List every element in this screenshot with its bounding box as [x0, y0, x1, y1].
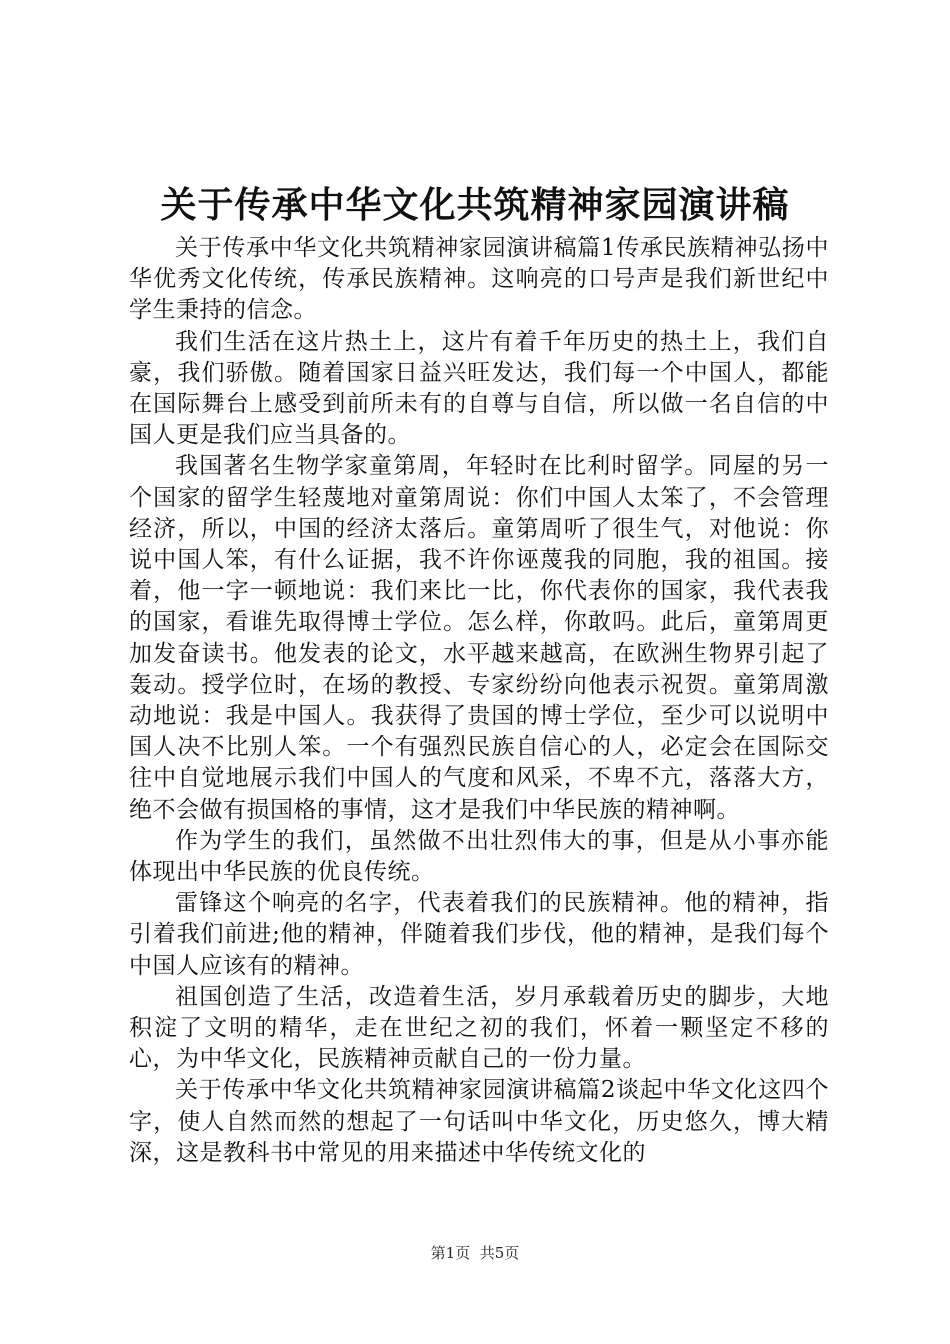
paragraph-2: 我们生活在这片热土上，这片有着千年历史的热土上，我们自豪，我们骄傲。随着国家日益兴旺发达，我们每一个中国人，都能在国际舞台上感受到前所未有的自尊与自信，所以做一名自信的中国人更是我们应当具备的。 [129, 328, 829, 449]
paragraph-7: 关于传承中华文化共筑精神家园演讲稿篇2谈起中华文化这四个字，使人自然而然的想起了一句话叫中华文化，历史悠久，博大精深，这是教科书中常见的用来描述中华传统文化的 [129, 1077, 829, 1166]
paragraph-1: 关于传承中华文化共筑精神家园演讲稿篇1传承民族精神弘扬中华优秀文化传统，传承民族精神。这响亮的口号声是我们新世纪中学生秉持的信念。 [129, 235, 829, 324]
page-title: 关于传承中华文化共筑精神家园演讲稿 [160, 185, 790, 226]
page-footer [0, 1243, 950, 1263]
paragraph-5: 雷锋这个响亮的名字，代表着我们的民族精神。他的精神，指引着我们前进;他的精神，伴随着我们步伐，他的精神，是我们每个中国人应该有的精神。 [129, 890, 829, 979]
document-body [129, 233, 829, 1169]
page-total: 共5页 [479, 1244, 520, 1262]
page-number: 第1页 [430, 1244, 471, 1262]
paragraph-3: 我国著名生物学家童第周，年轻时在比利时留学。同屋的另一个国家的留学生轻蔑地对童第周说：你们中国人太笨了，不会管理经济，所以，中国的经济太落后。童第周听了很生气，对他说：你说中国人笨，有什么证据，我不许你诬蔑我的同胞，我的祖国。接着，他一字一顿地说：我们来比一比，你代表你的国家，我代表我的国家，看谁先取得博士学位。怎么样，你敢吗。此后，童第周更加发奋读书。他发表的论文，水平越来越高，在欧洲生物界引起了轰动。授学位时，在场的教授、专家纷纷向他表示祝贺。童第周激动地说：我是中国人。我获得了贵国的博士学位，至少可以说明中国人决不比别人笨。一个有强烈民族自信心的人，必定会在国际交往中自觉地展示我们中国人的气度和风采，不卑不亢，落落大方，绝不会做有损国格的事情，这才是我们中华民族的精神啊。 [129, 453, 829, 823]
paragraph-6: 祖国创造了生活，改造着生活，岁月承载着历史的脚步，大地积淀了文明的精华，走在世纪之初的我们，怀着一颗坚定不移的心，为中华文化，民族精神贡献自己的一份力量。 [129, 983, 829, 1073]
paragraph-4: 作为学生的我们，虽然做不出壮烈伟大的事，但是从小事亦能体现出中华民族的优良传统。 [129, 827, 829, 886]
